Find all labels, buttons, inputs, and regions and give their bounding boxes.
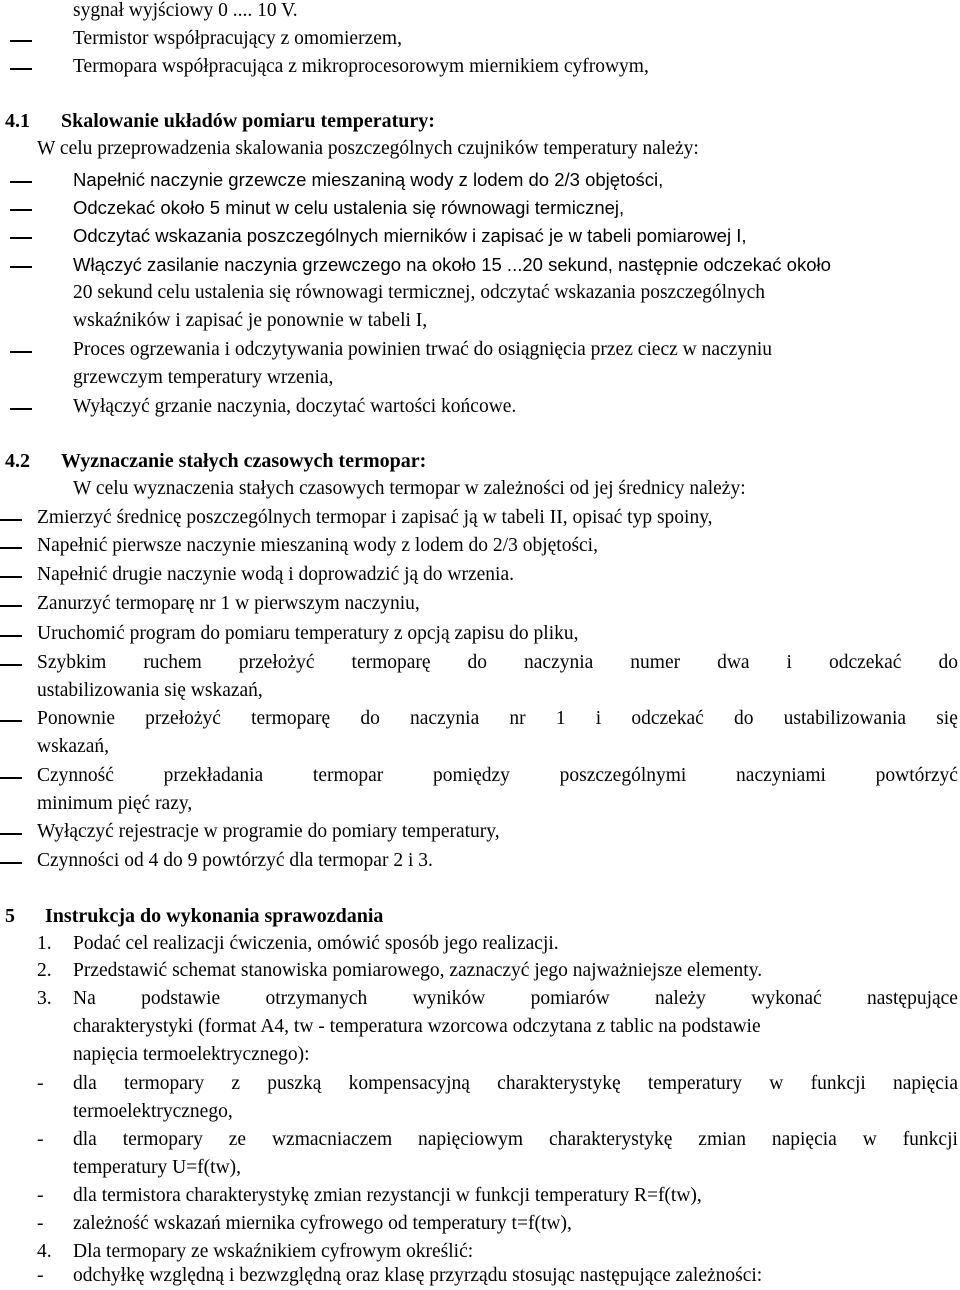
list-item-text: Wyłączyć grzanie naczynia, doczytać wartości końcowe. bbox=[73, 396, 517, 417]
item-text: Podać cel realizacji ćwiczenia, omówić sposób jego realizacji. bbox=[73, 933, 559, 954]
justified-line bbox=[37, 649, 958, 677]
word: poszczególnymi bbox=[559, 765, 687, 786]
list-item-continuation bbox=[0, 733, 960, 761]
word: przełożyć bbox=[238, 652, 315, 673]
list-item-text: wskaźników i zapisać je ponownie w tabeli I, bbox=[73, 310, 428, 331]
dash-bullet bbox=[10, 68, 32, 70]
list-item-text: Wyłączyć rejestracje w programie do pomiary temperatury, bbox=[37, 821, 500, 842]
list-item bbox=[0, 251, 960, 279]
list-item-text: Napełnić naczynie grzewcze mieszaniną wody z lodem do 2/3 objętości, bbox=[73, 169, 664, 190]
list-item-text: grzewczym temperatury wrzenia, bbox=[73, 367, 334, 388]
word: termoparę bbox=[351, 652, 431, 673]
item-number: 4. bbox=[37, 1241, 52, 1262]
section-number: 5 bbox=[5, 905, 15, 927]
list-item bbox=[0, 166, 960, 194]
list-item-text: Odczytać wskazania poszczególnych mierników i zapisać je w tabeli pomiarowej I, bbox=[73, 225, 747, 246]
list-item-text: Odczekać około 5 minut w celu ustalenia się równowagi termicznej, bbox=[73, 197, 625, 218]
word: naczyniami bbox=[736, 765, 826, 786]
hyphen-bullet: - bbox=[37, 1129, 44, 1150]
word: termopar bbox=[312, 765, 384, 786]
item-text: napięcia termoelektrycznego): bbox=[73, 1044, 310, 1065]
dash-bullet bbox=[10, 266, 32, 268]
list-item bbox=[0, 705, 960, 733]
item-continuation bbox=[0, 1041, 960, 1069]
word: otrzymanych bbox=[265, 988, 368, 1009]
word: należy bbox=[655, 988, 706, 1009]
word: napięcia bbox=[771, 1129, 837, 1150]
dash-bullet bbox=[0, 664, 22, 666]
list-item bbox=[0, 818, 960, 846]
word: do bbox=[360, 708, 380, 729]
list-item-text: wskazań, bbox=[37, 736, 110, 757]
dash-item bbox=[0, 1182, 960, 1210]
word: powtórzyć bbox=[875, 765, 958, 786]
word: i bbox=[786, 652, 792, 673]
item-number: 3. bbox=[37, 988, 52, 1009]
list-item-continuation bbox=[0, 677, 960, 705]
word: przekładania bbox=[163, 765, 264, 786]
section-title: Wyznaczanie stałych czasowych termopar: bbox=[61, 450, 427, 472]
word: termopary bbox=[124, 1073, 205, 1094]
word: termoparę bbox=[251, 708, 331, 729]
list-item-continuation bbox=[0, 307, 960, 335]
word: dla bbox=[73, 1073, 97, 1094]
dash-bullet bbox=[0, 777, 22, 779]
word: Czynność bbox=[37, 765, 114, 786]
section-title: Skalowanie układów pomiaru temperatury: bbox=[61, 110, 435, 132]
list-item-text: Termistor współpracujący z omomierzem, bbox=[73, 28, 402, 49]
intro-text: W celu wyznaczenia stałych czasowych termopar w zależności od jej średnicy należy: bbox=[73, 478, 746, 499]
item-text: termoelektrycznego, bbox=[73, 1101, 233, 1122]
section-intro bbox=[0, 135, 960, 163]
word: charakterystykę bbox=[497, 1073, 621, 1094]
item-continuation bbox=[0, 1098, 960, 1126]
dash-bullet bbox=[10, 237, 32, 239]
dash-bullet bbox=[10, 181, 32, 183]
list-item-text: Czynności od 4 do 9 powtórzyć dla termopar 2 i 3. bbox=[37, 850, 433, 871]
word: temperatury bbox=[647, 1073, 743, 1094]
list-item-text: Napełnić pierwsze naczynie mieszaniną wody z lodem do 2/3 objętości, bbox=[37, 535, 598, 556]
list-item-text: Termopara współpracująca z mikroprocesorowym miernikiem cyfrowym, bbox=[73, 56, 649, 77]
word: podstawie bbox=[141, 988, 221, 1009]
dash-bullet bbox=[0, 862, 22, 864]
item-continuation bbox=[0, 1013, 960, 1041]
list-item-continuation bbox=[0, 279, 960, 307]
list-item bbox=[0, 762, 960, 790]
word: napięciowym bbox=[418, 1129, 524, 1150]
section-number: 4.1 bbox=[5, 110, 30, 132]
word: w bbox=[769, 1073, 784, 1094]
word: odczekać bbox=[828, 652, 902, 673]
numbered-item bbox=[0, 930, 960, 958]
word: się bbox=[936, 708, 958, 729]
dash-bullet bbox=[0, 547, 22, 549]
dash-bullet bbox=[0, 833, 22, 835]
dash-item bbox=[0, 1126, 960, 1154]
word: naczynia bbox=[524, 652, 594, 673]
word: przełożyć bbox=[145, 708, 221, 729]
word: i bbox=[595, 708, 602, 729]
word: pomiarów bbox=[530, 988, 610, 1009]
word: termopary bbox=[122, 1129, 203, 1150]
hyphen-bullet: - bbox=[37, 1213, 44, 1234]
numbered-item bbox=[0, 985, 960, 1013]
justified-line bbox=[37, 705, 958, 733]
word: numer bbox=[630, 652, 681, 673]
list-item bbox=[0, 222, 960, 250]
word: ze bbox=[228, 1129, 247, 1150]
justified-line bbox=[37, 762, 958, 790]
word: naczynia bbox=[409, 708, 480, 729]
section-heading bbox=[0, 107, 960, 135]
word: wyników bbox=[412, 988, 486, 1009]
justified-line bbox=[73, 1070, 958, 1098]
list-item bbox=[0, 649, 960, 677]
word: z bbox=[231, 1073, 241, 1094]
intro-text: W celu przeprowadzenia skalowania poszczególnych czujników temperatury należy: bbox=[37, 138, 699, 159]
dash-bullet bbox=[0, 576, 22, 578]
word: funkcji bbox=[810, 1073, 866, 1094]
item-number: 1. bbox=[37, 933, 52, 954]
dash-bullet bbox=[0, 519, 22, 521]
item-continuation bbox=[0, 1154, 960, 1182]
list-item bbox=[0, 25, 960, 53]
dash-item bbox=[0, 1070, 960, 1098]
list-item-text: Włączyć zasilanie naczynia grzewczego na około 15 ...20 sekund, następnie odczekać około bbox=[73, 254, 831, 275]
dash-item bbox=[0, 1262, 960, 1290]
item-number: 2. bbox=[37, 960, 52, 981]
list-item bbox=[0, 561, 960, 589]
word: puszką bbox=[267, 1073, 322, 1094]
dash-bullet bbox=[10, 351, 32, 353]
word: kompensacyjną bbox=[348, 1073, 470, 1094]
list-item bbox=[0, 53, 960, 81]
item-text: charakterystyki (format A4, tw - temperatura wzorcowa odczytana z tablic na podstawie bbox=[73, 1016, 761, 1037]
word: do bbox=[467, 652, 488, 673]
item-text: zależność wskazań miernika cyfrowego od temperatury t=f(tw), bbox=[73, 1213, 572, 1234]
list-item bbox=[0, 336, 960, 364]
list-item bbox=[0, 393, 960, 421]
word: następujące bbox=[867, 988, 958, 1009]
word: Ponownie bbox=[37, 708, 115, 729]
list-item bbox=[0, 590, 960, 618]
list-item-text: minimum pięć razy, bbox=[37, 793, 193, 814]
list-item bbox=[0, 504, 960, 532]
word: do bbox=[734, 708, 754, 729]
item-text: temperatury U=f(tw), bbox=[73, 1157, 242, 1178]
word: do bbox=[938, 652, 958, 673]
list-item-continuation bbox=[0, 364, 960, 392]
dash-bullet bbox=[0, 605, 22, 607]
word: wykonać bbox=[751, 988, 822, 1009]
section-heading bbox=[0, 902, 960, 930]
word: odczekać bbox=[631, 708, 704, 729]
word: dwa bbox=[717, 652, 750, 673]
item-text: odchyłkę względną i bezwzględną oraz klasę przyrządu stosując następujące zależności: bbox=[73, 1265, 763, 1286]
section-number: 4.2 bbox=[5, 450, 30, 472]
dash-bullet bbox=[0, 720, 22, 722]
word: zmian bbox=[698, 1129, 746, 1150]
dash-bullet bbox=[10, 40, 32, 42]
list-item-continuation bbox=[0, 790, 960, 818]
item-text: Przedstawić schemat stanowiska pomiarowego, zaznaczyć jego najważniejsze elementy. bbox=[73, 960, 763, 981]
list-item-text: Zmierzyć średnicę poszczególnych termopar i zapisać ją w tabeli II, opisać typ spoiny, bbox=[37, 507, 713, 528]
dash-item bbox=[0, 1210, 960, 1238]
dash-bullet bbox=[0, 635, 22, 637]
word: nr bbox=[509, 708, 526, 729]
word: Szybkim bbox=[37, 652, 107, 673]
word: w bbox=[862, 1129, 877, 1150]
word: dla bbox=[73, 1129, 97, 1150]
section-heading bbox=[0, 447, 960, 475]
word: Na bbox=[73, 988, 96, 1009]
section-intro bbox=[0, 475, 960, 503]
numbered-item bbox=[0, 957, 960, 985]
word: wzmacniaczem bbox=[271, 1129, 393, 1150]
word: ruchem bbox=[143, 652, 202, 673]
justified-line bbox=[73, 985, 958, 1013]
dash-bullet bbox=[10, 209, 32, 211]
hyphen-bullet: - bbox=[37, 1265, 44, 1286]
word: funkcji bbox=[902, 1129, 958, 1150]
hyphen-bullet: - bbox=[37, 1073, 44, 1094]
continuation-text: sygnał wyjściowy 0 .... 10 V. bbox=[73, 0, 298, 21]
section-title: Instrukcja do wykonania sprawozdania bbox=[45, 905, 384, 927]
list-item bbox=[0, 532, 960, 560]
justified-line bbox=[73, 1126, 958, 1154]
list-item-text: Napełnić drugie naczynie wodą i doprowadzić ją do wrzenia. bbox=[37, 564, 515, 585]
list-item-text: 20 sekund celu ustalenia się równowagi termicznej, odczytać wskazania poszczególnych bbox=[73, 282, 765, 303]
list-item-text: Proces ogrzewania i odczytywania powinien trwać do osiągnięcia przez ciecz w naczyniu bbox=[73, 339, 772, 360]
word: charakterystykę bbox=[548, 1129, 673, 1150]
list-item bbox=[0, 194, 960, 222]
list-item-text: ustabilizowania się wskazań, bbox=[37, 680, 263, 701]
word: pomiędzy bbox=[433, 765, 510, 786]
item-text: dla termistora charakterystykę zmian rezystancji w funkcji temperatury R=f(tw), bbox=[73, 1185, 702, 1206]
text-line bbox=[0, 0, 960, 25]
word: ustabilizowania bbox=[783, 708, 907, 729]
hyphen-bullet: - bbox=[37, 1185, 44, 1206]
list-item bbox=[0, 847, 960, 875]
list-item bbox=[0, 620, 960, 648]
word: napięcia bbox=[893, 1073, 958, 1094]
list-item-text: Zanurzyć termoparę nr 1 w pierwszym naczyniu, bbox=[37, 593, 420, 614]
list-item-text: Uruchomić program do pomiaru temperatury z opcją zapisu do pliku, bbox=[37, 623, 579, 644]
word: 1 bbox=[555, 708, 566, 729]
dash-bullet bbox=[10, 408, 32, 410]
item-text: Dla termopary ze wskaźnikiem cyfrowym określić: bbox=[73, 1241, 474, 1262]
